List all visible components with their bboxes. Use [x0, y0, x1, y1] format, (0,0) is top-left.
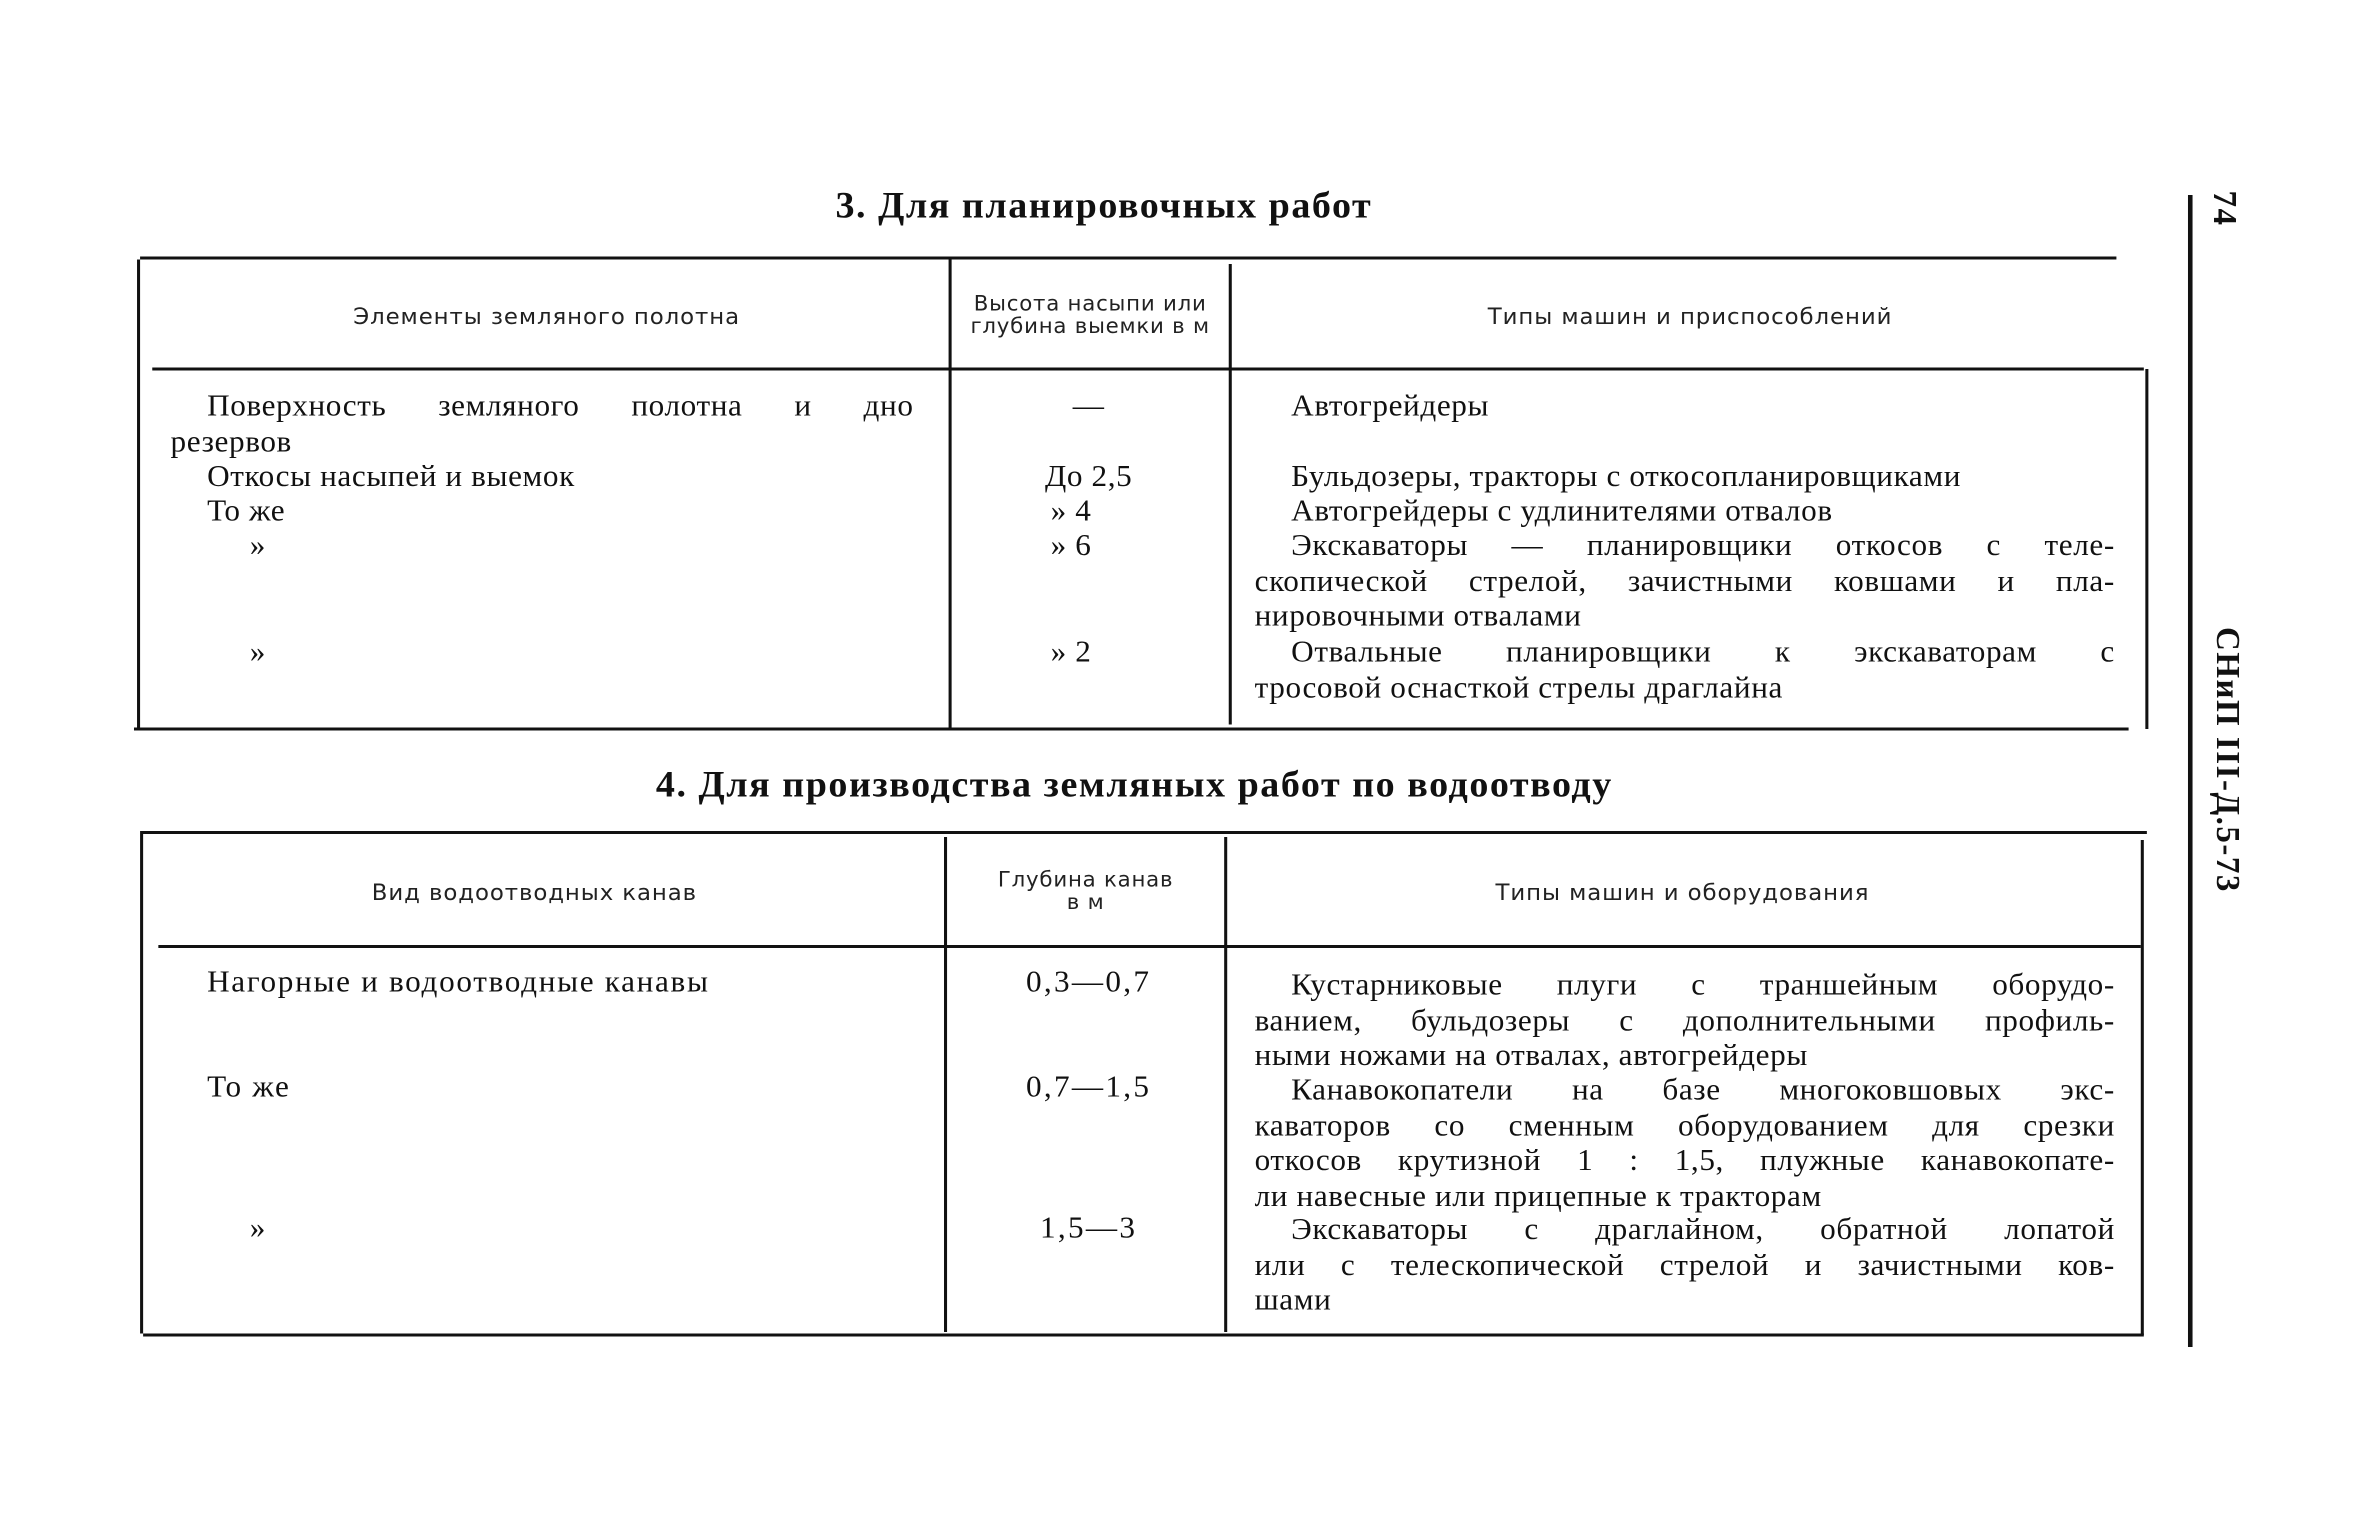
table-row-cell-element: »	[249, 529, 266, 563]
table-header-rule	[158, 945, 2140, 947]
section-4-title: 4. Для производства земляных работ по водоотводу	[655, 765, 1613, 806]
column-header-machine-types: Типы машин и приспособлений	[1487, 302, 1893, 330]
table-top-rule	[140, 831, 2147, 834]
table-row-cell-height: —	[1072, 390, 1105, 423]
table-row-cell-machines: Бульдозеры, тракторы с откосопланировщиками	[1291, 460, 1962, 494]
table-row-cell-ditch: Нагорные и водоотводные канавы	[207, 966, 710, 999]
table-row-cell-height: » 6	[1050, 529, 1092, 563]
table-row-cell-element: То же	[207, 495, 286, 528]
table-row-cell-element: »	[249, 636, 266, 669]
table-row-cell-depth: 0,7—1,5	[1026, 1071, 1152, 1104]
column-header-machine-types: Типы машин и оборудования	[1495, 878, 1870, 906]
table-right-border	[2141, 840, 2144, 1335]
table-row-cell-machines: Автогрейдеры с удлинителями отвалов	[1291, 495, 1833, 528]
table-col-divider	[944, 837, 946, 1332]
section-3-title: 3. Для планировочных работ	[835, 186, 1373, 227]
column-header-ditch-type: Вид водоотводных канав	[371, 878, 698, 906]
table-row-cell-element: Поверхность земляного полотна и дно резервов	[170, 390, 914, 459]
table-col-divider	[1229, 264, 1231, 725]
table-col-divider	[949, 260, 951, 728]
margin-rule	[2188, 195, 2193, 1347]
table-right-border	[2145, 369, 2148, 729]
column-header-height: Высота насыпи или глубина выемки в м	[970, 292, 1210, 339]
table-left-border	[137, 260, 140, 728]
table-bottom-rule	[134, 728, 2129, 731]
table-header-rule	[152, 368, 2144, 370]
table-bottom-rule	[143, 1334, 2144, 1337]
table-row-cell-machines: Экскаваторы — планировщики откосов с теле- скопической стрелой, зачистными ковшами и пла- нировочными отвалами	[1254, 529, 2115, 633]
table-top-rule	[140, 257, 2116, 260]
table-row-cell-depth: 1,5—3	[1040, 1212, 1138, 1245]
table-row-cell-ditch: »	[249, 1212, 266, 1245]
table-col-divider	[1224, 837, 1226, 1332]
document-code: СНиП III-Д.5-73	[2209, 627, 2248, 893]
table-row-cell-element: Откосы насыпей и выемок	[207, 460, 575, 494]
table-row-cell-height: » 2	[1050, 636, 1092, 669]
table-row-cell-ditch: То же	[207, 1071, 291, 1104]
table-row-cell-machines: Отвальные планировщики к экскаваторам с тросовой оснасткой стрелы драглайна	[1254, 636, 2115, 705]
table-row-cell-depth: 0,3—0,7	[1026, 966, 1152, 999]
table-row-cell-machines: Автогрейдеры	[1291, 390, 1490, 423]
column-header-elements: Элементы земляного полотна	[353, 302, 741, 330]
page-number: 74	[2206, 190, 2245, 227]
table-row-cell-machines: Кустарниковые плуги с траншейным оборудо- ванием, бульдозеры с дополнительными профиль- ными ножами на отвалах, автогрейдеры	[1254, 969, 2115, 1073]
table-row-cell-height: » 4	[1050, 495, 1092, 528]
table-row-cell-machines: Канавокопатели на базе многоковшовых экс- каваторов со сменным оборудованием для срезки откосов крутизной 1 : 1,5, плужные канавокопате- ли навесные или прицепные к тракторам	[1254, 1074, 2115, 1213]
column-header-depth: Глубина канав в м	[997, 868, 1174, 915]
table-left-border	[140, 834, 143, 1334]
table-row-cell-machines: Экскаваторы с драглайном, обратной лопатой или с телескопической стрелой и зачистными ков- шами	[1254, 1213, 2115, 1317]
table-row-cell-height: До 2,5	[1044, 460, 1133, 494]
